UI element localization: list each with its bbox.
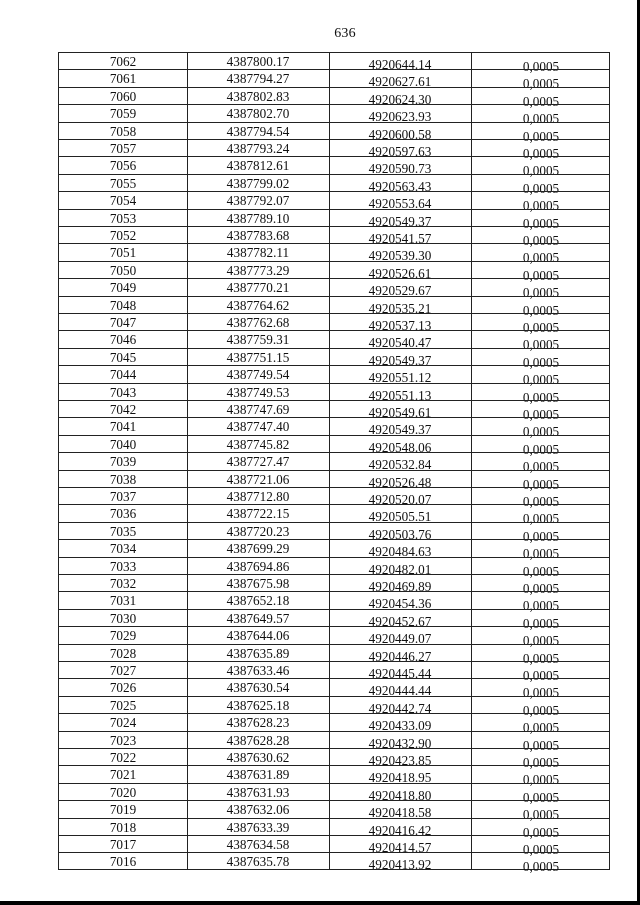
y-coordinate-cell: 4920600.58 bbox=[368, 126, 432, 142]
tolerance-cell: 0,0005 bbox=[522, 146, 560, 161]
x-coordinate-cell: 4387762.68 bbox=[226, 315, 290, 330]
x-coordinate-cell: 4387799.02 bbox=[226, 175, 290, 191]
tolerance-cell: 0,0005 bbox=[522, 372, 560, 388]
point-number-cell: 7027 bbox=[109, 663, 137, 678]
x-coordinate-cell: 4387649.57 bbox=[226, 610, 290, 626]
x-coordinate-cell: 4387749.53 bbox=[226, 384, 290, 400]
x-coordinate-cell: 4387783.68 bbox=[226, 228, 290, 243]
y-coordinate-cell: 4920540.47 bbox=[368, 335, 432, 351]
tolerance-cell: 0,0005 bbox=[522, 111, 560, 127]
tolerance-cell: 0,0005 bbox=[522, 59, 560, 74]
y-coordinate-cell: 4920549.37 bbox=[368, 422, 432, 438]
x-coordinate-cell: 4387628.23 bbox=[226, 715, 290, 731]
x-coordinate-cell: 4387631.93 bbox=[226, 784, 290, 800]
table-row bbox=[59, 52, 609, 74]
x-coordinate-cell: 4387793.24 bbox=[226, 141, 290, 156]
tolerance-cell: 0,0005 bbox=[522, 354, 560, 370]
point-number-cell: 7018 bbox=[109, 819, 137, 835]
y-coordinate-cell: 4920469.89 bbox=[368, 579, 432, 594]
table-row bbox=[59, 470, 609, 492]
point-number-cell: 7033 bbox=[109, 558, 137, 574]
table-row bbox=[59, 191, 609, 214]
x-coordinate-cell: 4387794.27 bbox=[226, 71, 290, 87]
x-coordinate-cell: 4387694.86 bbox=[226, 558, 290, 574]
point-number-cell: 7039 bbox=[109, 454, 137, 470]
table-row bbox=[59, 661, 609, 683]
point-number-cell: 7053 bbox=[109, 210, 137, 226]
point-number-cell: 7058 bbox=[109, 123, 137, 139]
y-coordinate-cell: 4920432.90 bbox=[368, 735, 432, 751]
x-coordinate-cell: 4387630.54 bbox=[226, 680, 290, 696]
y-coordinate-cell: 4920449.07 bbox=[368, 631, 432, 647]
table-row bbox=[59, 104, 609, 127]
y-coordinate-cell: 4920551.12 bbox=[368, 370, 432, 386]
tolerance-cell: 0,0005 bbox=[522, 407, 560, 422]
x-coordinate-cell: 4387699.29 bbox=[226, 541, 290, 557]
tolerance-cell: 0,0005 bbox=[522, 494, 560, 509]
table-row bbox=[59, 156, 609, 179]
point-number-cell: 7052 bbox=[109, 228, 137, 243]
table-row bbox=[59, 522, 609, 544]
x-coordinate-cell: 4387792.07 bbox=[226, 193, 290, 209]
table-row bbox=[59, 539, 609, 562]
scan-edge-bottom bbox=[0, 901, 640, 905]
table-row bbox=[59, 765, 609, 788]
y-coordinate-cell: 4920539.30 bbox=[368, 248, 432, 264]
y-coordinate-cell: 4920627.61 bbox=[368, 74, 432, 90]
table-row bbox=[59, 330, 609, 353]
table-row bbox=[59, 783, 609, 805]
x-coordinate-cell: 4387633.39 bbox=[226, 819, 290, 835]
table-row bbox=[59, 800, 609, 823]
tolerance-cell: 0,0005 bbox=[522, 128, 560, 144]
tolerance-cell: 0,0005 bbox=[522, 459, 560, 475]
point-number-cell: 7049 bbox=[109, 280, 137, 296]
tolerance-cell: 0,0005 bbox=[522, 476, 560, 492]
x-coordinate-cell: 4387632.06 bbox=[226, 802, 290, 818]
y-coordinate-cell: 4920548.06 bbox=[368, 439, 432, 455]
x-coordinate-cell: 4387747.40 bbox=[226, 419, 290, 435]
table-row bbox=[59, 504, 609, 527]
tolerance-cell: 0,0005 bbox=[522, 76, 560, 92]
tolerance-cell: 0,0005 bbox=[522, 250, 560, 266]
point-number-cell: 7060 bbox=[109, 88, 137, 104]
x-coordinate-cell: 4387745.82 bbox=[226, 436, 290, 452]
point-number-cell: 7055 bbox=[109, 175, 137, 191]
table-row bbox=[59, 609, 609, 631]
tolerance-cell: 0,0005 bbox=[522, 424, 560, 440]
x-coordinate-cell: 4387721.06 bbox=[226, 471, 290, 487]
tolerance-cell: 0,0005 bbox=[522, 581, 560, 596]
table-row bbox=[59, 226, 609, 248]
y-coordinate-cell: 4920529.67 bbox=[368, 283, 432, 299]
y-coordinate-cell: 4920549.37 bbox=[368, 352, 432, 368]
point-number-cell: 7051 bbox=[109, 245, 137, 261]
x-coordinate-cell: 4387782.11 bbox=[226, 245, 290, 261]
table-row bbox=[59, 348, 609, 370]
y-coordinate-cell: 4920624.30 bbox=[368, 91, 432, 107]
x-coordinate-cell: 4387759.31 bbox=[226, 332, 290, 348]
table-row bbox=[59, 591, 609, 614]
point-number-cell: 7057 bbox=[109, 141, 137, 156]
tolerance-cell: 0,0005 bbox=[522, 389, 560, 405]
y-coordinate-cell: 4920563.43 bbox=[368, 178, 432, 194]
tolerance-cell: 0,0005 bbox=[522, 702, 560, 718]
point-number-cell: 7023 bbox=[109, 732, 137, 748]
y-coordinate-cell: 4920520.07 bbox=[368, 492, 432, 507]
y-coordinate-cell: 4920433.09 bbox=[368, 718, 432, 734]
tolerance-cell: 0,0005 bbox=[522, 180, 560, 196]
tolerance-cell: 0,0005 bbox=[522, 789, 560, 805]
table-row bbox=[59, 365, 609, 388]
tolerance-cell: 0,0005 bbox=[522, 285, 560, 301]
tolerance-cell: 0,0005 bbox=[522, 650, 560, 666]
x-coordinate-cell: 4387635.89 bbox=[226, 645, 290, 661]
table-row bbox=[59, 435, 609, 457]
table-row bbox=[59, 748, 609, 770]
table-row bbox=[59, 557, 609, 579]
point-number-cell: 7029 bbox=[109, 628, 137, 644]
table-row bbox=[59, 87, 609, 109]
y-coordinate-cell: 4920505.51 bbox=[368, 509, 432, 525]
point-number-cell: 7019 bbox=[109, 802, 137, 818]
x-coordinate-cell: 4387634.58 bbox=[226, 837, 290, 852]
point-number-cell: 7045 bbox=[109, 349, 137, 365]
point-number-cell: 7030 bbox=[109, 610, 137, 626]
tolerance-cell: 0,0005 bbox=[522, 598, 560, 614]
point-number-cell: 7040 bbox=[109, 436, 137, 452]
point-number-cell: 7062 bbox=[109, 54, 137, 69]
x-coordinate-cell: 4387802.70 bbox=[226, 106, 290, 122]
point-number-cell: 7044 bbox=[109, 367, 137, 383]
table-row bbox=[59, 818, 609, 840]
x-coordinate-cell: 4387720.23 bbox=[226, 523, 290, 539]
table-row bbox=[59, 487, 609, 509]
table-row bbox=[59, 400, 609, 422]
table-row bbox=[59, 383, 609, 405]
page-number: 636 bbox=[334, 26, 356, 41]
point-number-cell: 7061 bbox=[109, 71, 137, 87]
table-row bbox=[59, 731, 609, 753]
table-row bbox=[59, 452, 609, 475]
y-coordinate-cell: 4920444.44 bbox=[368, 683, 432, 699]
y-coordinate-cell: 4920413.92 bbox=[368, 857, 432, 873]
tolerance-cell: 0,0005 bbox=[522, 320, 560, 335]
y-coordinate-cell: 4920418.80 bbox=[368, 787, 432, 803]
point-number-cell: 7042 bbox=[109, 402, 137, 417]
tolerance-cell: 0,0005 bbox=[522, 563, 560, 579]
point-number-cell: 7050 bbox=[109, 262, 137, 278]
tolerance-cell: 0,0005 bbox=[522, 93, 560, 109]
x-coordinate-cell: 4387802.83 bbox=[226, 88, 290, 104]
table-row bbox=[59, 696, 609, 718]
y-coordinate-cell: 4920452.67 bbox=[368, 613, 432, 629]
tolerance-cell: 0,0005 bbox=[522, 842, 560, 857]
point-number-cell: 7037 bbox=[109, 489, 137, 504]
y-coordinate-cell: 4920644.14 bbox=[368, 57, 432, 72]
point-number-cell: 7020 bbox=[109, 784, 137, 800]
point-number-cell: 7022 bbox=[109, 750, 137, 765]
point-number-cell: 7041 bbox=[109, 419, 137, 435]
tolerance-cell: 0,0005 bbox=[522, 233, 560, 248]
table-row bbox=[59, 278, 609, 301]
x-coordinate-cell: 4387800.17 bbox=[226, 54, 290, 69]
point-number-cell: 7046 bbox=[109, 332, 137, 348]
point-number-cell: 7035 bbox=[109, 523, 137, 539]
x-coordinate-cell: 4387652.18 bbox=[226, 593, 290, 609]
y-coordinate-cell: 4920445.44 bbox=[368, 666, 432, 681]
point-number-cell: 7031 bbox=[109, 593, 137, 609]
table-row bbox=[59, 174, 609, 196]
tolerance-cell: 0,0005 bbox=[522, 633, 560, 649]
y-coordinate-cell: 4920549.61 bbox=[368, 405, 432, 420]
y-coordinate-cell: 4920553.64 bbox=[368, 196, 432, 212]
table-row bbox=[59, 713, 609, 736]
y-coordinate-cell: 4920418.58 bbox=[368, 805, 432, 821]
point-number-cell: 7016 bbox=[109, 854, 137, 870]
x-coordinate-cell: 4387625.18 bbox=[226, 697, 290, 713]
tolerance-cell: 0,0005 bbox=[522, 772, 560, 788]
tolerance-cell: 0,0005 bbox=[522, 215, 560, 231]
x-coordinate-cell: 4387635.78 bbox=[226, 854, 290, 870]
point-number-cell: 7038 bbox=[109, 471, 137, 487]
x-coordinate-cell: 4387794.54 bbox=[226, 123, 290, 139]
x-coordinate-cell: 4387751.15 bbox=[226, 349, 290, 365]
y-coordinate-cell: 4920551.13 bbox=[368, 387, 432, 403]
table-row bbox=[59, 626, 609, 649]
point-number-cell: 7043 bbox=[109, 384, 137, 400]
x-coordinate-cell: 4387712.80 bbox=[226, 489, 290, 504]
point-number-cell: 7034 bbox=[109, 541, 137, 557]
tolerance-cell: 0,0005 bbox=[522, 668, 560, 683]
x-coordinate-cell: 4387628.28 bbox=[226, 732, 290, 748]
y-coordinate-cell: 4920423.85 bbox=[368, 753, 432, 768]
tolerance-cell: 0,0005 bbox=[522, 755, 560, 770]
point-number-cell: 7021 bbox=[109, 767, 137, 783]
point-number-cell: 7036 bbox=[109, 506, 137, 522]
x-coordinate-cell: 4387812.61 bbox=[226, 158, 290, 174]
x-coordinate-cell: 4387644.06 bbox=[226, 628, 290, 644]
tolerance-cell: 0,0005 bbox=[522, 302, 560, 318]
point-number-cell: 7054 bbox=[109, 193, 137, 209]
tolerance-cell: 0,0005 bbox=[522, 859, 560, 875]
y-coordinate-cell: 4920484.63 bbox=[368, 544, 432, 560]
table-row bbox=[59, 678, 609, 701]
table-row bbox=[59, 69, 609, 92]
x-coordinate-cell: 4387631.89 bbox=[226, 767, 290, 783]
point-number-cell: 7059 bbox=[109, 106, 137, 122]
tolerance-cell: 0,0005 bbox=[522, 528, 560, 544]
y-coordinate-cell: 4920541.57 bbox=[368, 231, 432, 246]
tolerance-cell: 0,0005 bbox=[522, 824, 560, 840]
table-row bbox=[59, 835, 609, 857]
table-row bbox=[59, 209, 609, 231]
table-row bbox=[59, 261, 609, 283]
table-row bbox=[59, 296, 609, 318]
point-number-cell: 7028 bbox=[109, 645, 137, 661]
table-row bbox=[59, 852, 609, 875]
table-row bbox=[59, 122, 609, 144]
y-coordinate-cell: 4920446.27 bbox=[368, 648, 432, 664]
point-number-cell: 7026 bbox=[109, 680, 137, 696]
x-coordinate-cell: 4387747.69 bbox=[226, 402, 290, 417]
y-coordinate-cell: 4920535.21 bbox=[368, 300, 432, 316]
tolerance-cell: 0,0005 bbox=[522, 546, 560, 562]
tolerance-cell: 0,0005 bbox=[522, 441, 560, 457]
tolerance-cell: 0,0005 bbox=[522, 163, 560, 179]
table-row bbox=[59, 417, 609, 440]
x-coordinate-cell: 4387770.21 bbox=[226, 280, 290, 296]
point-number-cell: 7025 bbox=[109, 697, 137, 713]
point-number-cell: 7032 bbox=[109, 576, 137, 591]
y-coordinate-cell: 4920503.76 bbox=[368, 526, 432, 542]
y-coordinate-cell: 4920526.61 bbox=[368, 265, 432, 281]
point-number-cell: 7048 bbox=[109, 297, 137, 313]
y-coordinate-cell: 4920442.74 bbox=[368, 700, 432, 716]
y-coordinate-cell: 4920537.13 bbox=[368, 318, 432, 333]
y-coordinate-cell: 4920418.95 bbox=[368, 770, 432, 786]
x-coordinate-cell: 4387789.10 bbox=[226, 210, 290, 226]
table-row bbox=[59, 313, 609, 335]
x-coordinate-cell: 4387633.46 bbox=[226, 663, 290, 678]
y-coordinate-cell: 4920416.42 bbox=[368, 822, 432, 838]
tolerance-cell: 0,0005 bbox=[522, 720, 560, 736]
y-coordinate-cell: 4920526.48 bbox=[368, 474, 432, 490]
table-row bbox=[59, 574, 609, 596]
table-row bbox=[59, 139, 609, 161]
coordinates-table bbox=[58, 52, 610, 875]
x-coordinate-cell: 4387675.98 bbox=[226, 576, 290, 591]
y-coordinate-cell: 4920482.01 bbox=[368, 561, 432, 577]
tolerance-cell: 0,0005 bbox=[522, 267, 560, 283]
y-coordinate-cell: 4920623.93 bbox=[368, 109, 432, 125]
x-coordinate-cell: 4387722.15 bbox=[226, 506, 290, 522]
x-coordinate-cell: 4387773.29 bbox=[226, 262, 290, 278]
x-coordinate-cell: 4387764.62 bbox=[226, 297, 290, 313]
y-coordinate-cell: 4920454.36 bbox=[368, 596, 432, 612]
y-coordinate-cell: 4920532.84 bbox=[368, 457, 432, 473]
tolerance-cell: 0,0005 bbox=[522, 685, 560, 701]
point-number-cell: 7024 bbox=[109, 715, 137, 731]
table-row bbox=[59, 243, 609, 266]
y-coordinate-cell: 4920549.37 bbox=[368, 213, 432, 229]
tolerance-cell: 0,0005 bbox=[522, 198, 560, 214]
tolerance-cell: 0,0005 bbox=[522, 337, 560, 353]
tolerance-cell: 0,0005 bbox=[522, 807, 560, 823]
tolerance-cell: 0,0005 bbox=[522, 511, 560, 527]
x-coordinate-cell: 4387727.47 bbox=[226, 454, 290, 470]
y-coordinate-cell: 4920414.57 bbox=[368, 840, 432, 855]
point-number-cell: 7056 bbox=[109, 158, 137, 174]
y-coordinate-cell: 4920590.73 bbox=[368, 161, 432, 177]
table-row bbox=[59, 644, 609, 666]
point-number-cell: 7047 bbox=[109, 315, 137, 330]
tolerance-cell: 0,0005 bbox=[522, 615, 560, 631]
x-coordinate-cell: 4387749.54 bbox=[226, 367, 290, 383]
y-coordinate-cell: 4920597.63 bbox=[368, 144, 432, 159]
tolerance-cell: 0,0005 bbox=[522, 737, 560, 753]
point-number-cell: 7017 bbox=[109, 837, 137, 852]
x-coordinate-cell: 4387630.62 bbox=[226, 750, 290, 765]
